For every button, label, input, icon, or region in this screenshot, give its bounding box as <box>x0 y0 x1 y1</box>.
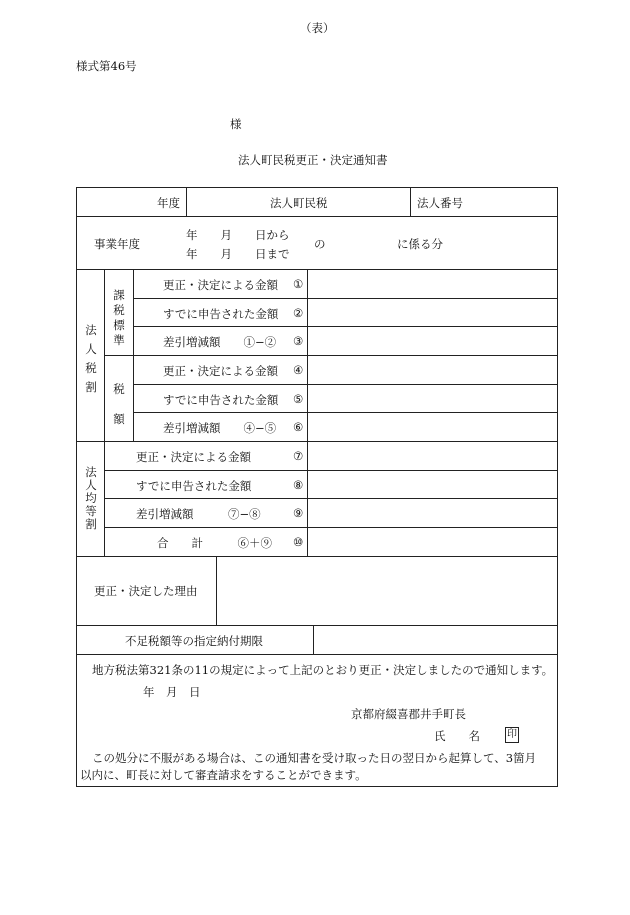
corporate-number-label: 法人番号 <box>417 196 463 210</box>
corporate-number-field[interactable] <box>440 192 550 214</box>
row-number: ⑧ <box>293 478 304 492</box>
per-capita-group-label: 法人均等割 <box>85 465 97 531</box>
reason-label: 更正・決定した理由 <box>94 584 198 598</box>
side-label: （表） <box>300 21 335 35</box>
corporate-tax-row-label: 更正・決定による金額 <box>163 278 278 292</box>
year-label: 年度 <box>157 196 180 210</box>
per-capita-row-label: すでに申告された金額 <box>136 479 252 493</box>
row-number: ④ <box>293 363 304 377</box>
form-number: 様式第46号 <box>76 59 137 73</box>
addressee-suffix: 様 <box>230 117 242 131</box>
document-title: 法人町民税更正・決定通知書 <box>238 153 388 167</box>
tax-name: 法人町民税 <box>270 196 328 210</box>
notice-date: 年 月 日 <box>143 685 201 699</box>
corporate-tax-row-label: 差引増減額 ①−② <box>163 335 277 349</box>
per-capita-row-label: 更正・決定による金額 <box>136 450 251 464</box>
corporate-tax-group-label: 法人税割 <box>85 323 97 394</box>
corporate-tax-row-label: 更正・決定による金額 <box>163 364 278 378</box>
row-number: ① <box>293 277 304 291</box>
business-year-no: の <box>314 237 326 251</box>
row-number: ⑦ <box>293 449 304 463</box>
tax-base-label: 課税標準 <box>113 288 125 347</box>
business-year-from: 年 月 日から <box>186 228 290 242</box>
business-year-label: 事業年度 <box>94 237 140 251</box>
corporate-tax-row-label: すでに申告された金額 <box>163 393 279 407</box>
corporate-tax-row-label: すでに申告された金額 <box>163 307 279 321</box>
row-number: ⑨ <box>293 506 304 520</box>
appeal-text-line1: この処分に不服がある場合は、この通知書を受け取った日の翌日から起算して、3箇月 <box>92 751 537 765</box>
row-number: ⑤ <box>293 392 304 406</box>
per-capita-row-label: 差引増減額 ⑦−⑧ <box>136 507 261 521</box>
deadline-label: 不足税額等の指定納付期限 <box>125 634 263 648</box>
appeal-text-line2: 以内に、町長に対して審査請求をすることができます。 <box>80 768 367 782</box>
issuer-name: 京都府綴喜郡井手町長 <box>351 707 466 721</box>
tax-amount-label: 税額 <box>113 382 125 426</box>
seal-stamp: 印 <box>505 727 519 743</box>
business-year-to: 年 月 日まで <box>186 247 290 261</box>
corporate-tax-row-label: 差引増減額 ④−⑤ <box>163 421 277 435</box>
business-year-pertaining: に係る分 <box>397 237 443 251</box>
total-label: 合 計 ⑥＋⑨ <box>157 536 272 550</box>
row-number: ③ <box>293 334 304 348</box>
row-number: ② <box>293 306 304 320</box>
name-label: 氏 名 <box>434 729 480 743</box>
row-number: ⑩ <box>293 535 304 549</box>
notice-statement: 地方税法第321条の11の規定によって上記のとおり更正・決定しましたので通知します。 <box>92 663 554 677</box>
row-number: ⑥ <box>293 420 304 434</box>
